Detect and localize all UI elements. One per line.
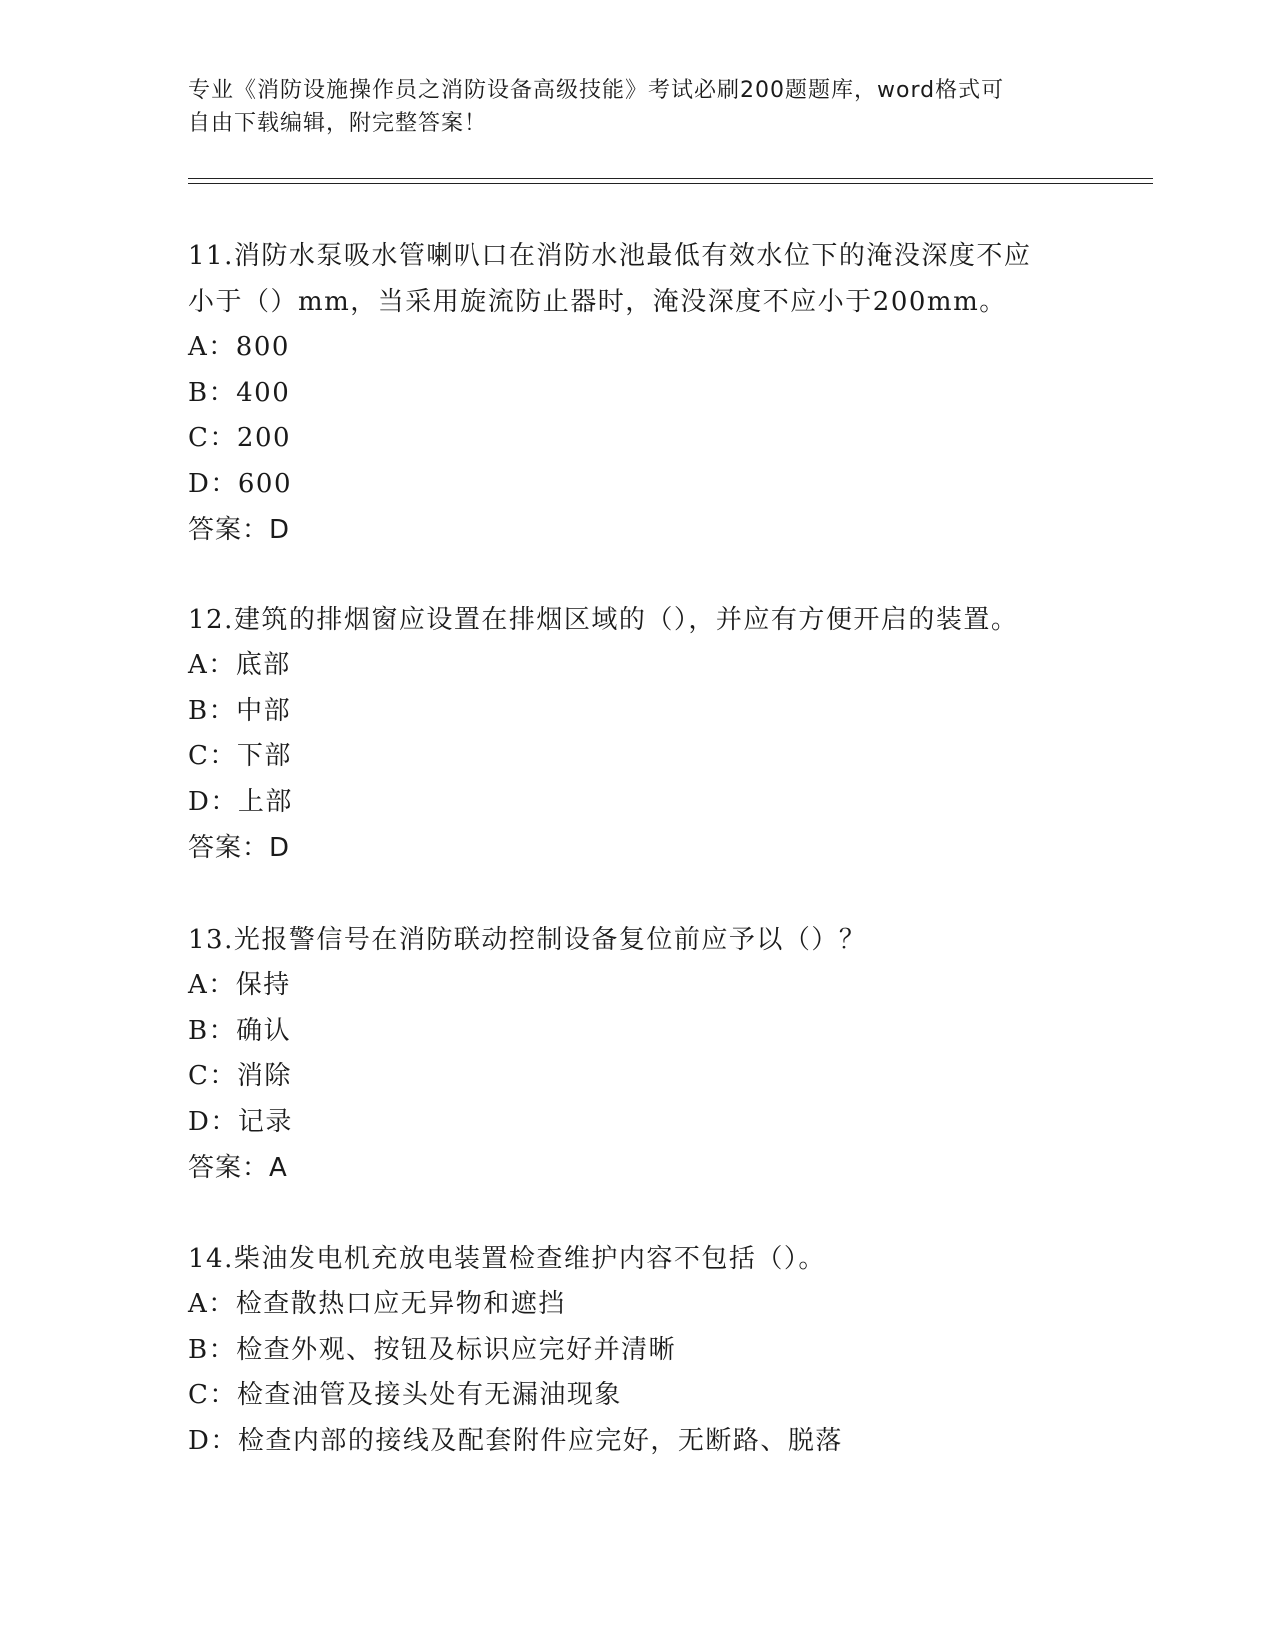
option-letter: C — [188, 741, 210, 771]
option-letter: A — [188, 650, 209, 680]
question-11 — [188, 233, 1088, 553]
option-separator: ： — [210, 1106, 238, 1137]
option-letter: B — [188, 1334, 209, 1365]
option-d — [188, 1100, 1088, 1146]
answer-line: 答案：D — [188, 515, 291, 545]
option-letter: A — [188, 970, 209, 1000]
option-separator: ： — [208, 377, 237, 408]
option-text: 消除 — [236, 1061, 292, 1091]
option-a — [188, 325, 1088, 371]
option-c — [188, 1054, 1088, 1100]
option-separator: ： — [210, 468, 238, 499]
option-letter: A — [188, 1289, 209, 1319]
option-separator: ： — [209, 1061, 237, 1091]
option-separator: ： — [210, 786, 238, 817]
option-letter: D — [188, 468, 211, 499]
option-b — [188, 689, 1088, 735]
option-letter: D — [188, 786, 211, 817]
option-a — [188, 963, 1088, 1009]
option-text: 底部 — [235, 650, 291, 680]
option-text: 记录 — [237, 1106, 293, 1137]
option-separator: ： — [208, 332, 236, 362]
header-divider-top — [188, 178, 1153, 179]
question-stem-line: 14.柴油发电机充放电装置检查维护内容不包括（）。 — [188, 1244, 826, 1274]
option-text: 400 — [236, 377, 291, 408]
option-b — [188, 371, 1088, 417]
option-letter: B — [188, 377, 209, 408]
option-text: 800 — [235, 332, 290, 362]
option-letter: C — [188, 423, 210, 453]
option-b — [188, 1328, 1088, 1374]
option-text: 下部 — [236, 741, 292, 771]
option-letter: D — [188, 1425, 211, 1456]
option-a — [188, 1282, 1088, 1328]
option-letter: B — [188, 1015, 209, 1046]
option-separator: ： — [208, 1334, 237, 1365]
option-separator: ： — [209, 741, 237, 771]
option-text: 保持 — [235, 970, 291, 1000]
document-header — [188, 74, 1068, 140]
option-text: 600 — [237, 468, 293, 499]
question-14 — [188, 1236, 1088, 1464]
option-text: 中部 — [236, 695, 292, 726]
option-separator: ： — [210, 1425, 238, 1456]
option-text: 上部 — [237, 786, 293, 817]
option-separator: ： — [208, 695, 237, 726]
option-separator: ： — [209, 423, 237, 453]
option-text: 确认 — [236, 1015, 292, 1046]
option-text: 检查外观、按钮及标识应完好并清晰 — [236, 1334, 677, 1365]
option-letter: C — [188, 1380, 210, 1410]
option-c — [188, 1373, 1088, 1419]
option-separator: ： — [209, 1380, 237, 1410]
question-stem-line: 小于（）mm，当采用旋流防止器时，淹没深度不应小于200mm。 — [188, 287, 1007, 317]
option-letter: C — [188, 1061, 210, 1091]
option-separator: ： — [208, 1015, 237, 1046]
question-12 — [188, 597, 1088, 871]
option-text: 检查内部的接线及配套附件应完好，无断路、脱落 — [237, 1425, 843, 1456]
option-text: 检查散热口应无异物和遮挡 — [235, 1289, 566, 1319]
header-line-2: 自由下载编辑，附完整答案！ — [188, 111, 488, 136]
question-stem-line: 12.建筑的排烟窗应设置在排烟区域的（），并应有方便开启的装置。 — [188, 605, 1019, 635]
option-text: 检查油管及接头处有无漏油现象 — [236, 1380, 622, 1410]
option-letter: A — [188, 332, 209, 362]
answer-line: 答案：D — [188, 833, 291, 863]
header-divider-bottom — [188, 183, 1153, 184]
option-separator: ： — [208, 650, 236, 680]
option-c — [188, 416, 1088, 462]
header-line-1: 专业《消防设施操作员之消防设备高级技能》考试必刷200题题库，word格式可 — [188, 78, 1005, 103]
option-letter: D — [188, 1106, 211, 1137]
option-letter: B — [188, 695, 209, 726]
option-d — [188, 462, 1088, 508]
option-separator: ： — [208, 1289, 236, 1319]
option-d — [188, 1419, 1088, 1465]
option-c — [188, 734, 1088, 780]
option-separator: ： — [208, 970, 236, 1000]
option-d — [188, 780, 1088, 826]
question-stem-line: 11.消防水泵吸水管喇叭口在消防水池最低有效水位下的淹没深度不应 — [188, 241, 1032, 271]
option-text: 200 — [236, 423, 292, 453]
option-b — [188, 1009, 1088, 1055]
option-a — [188, 643, 1088, 689]
answer-line: 答案：A — [188, 1153, 288, 1183]
question-stem-line: 13.光报警信号在消防联动控制设备复位前应予以（）？ — [188, 925, 867, 955]
question-13 — [188, 917, 1088, 1191]
